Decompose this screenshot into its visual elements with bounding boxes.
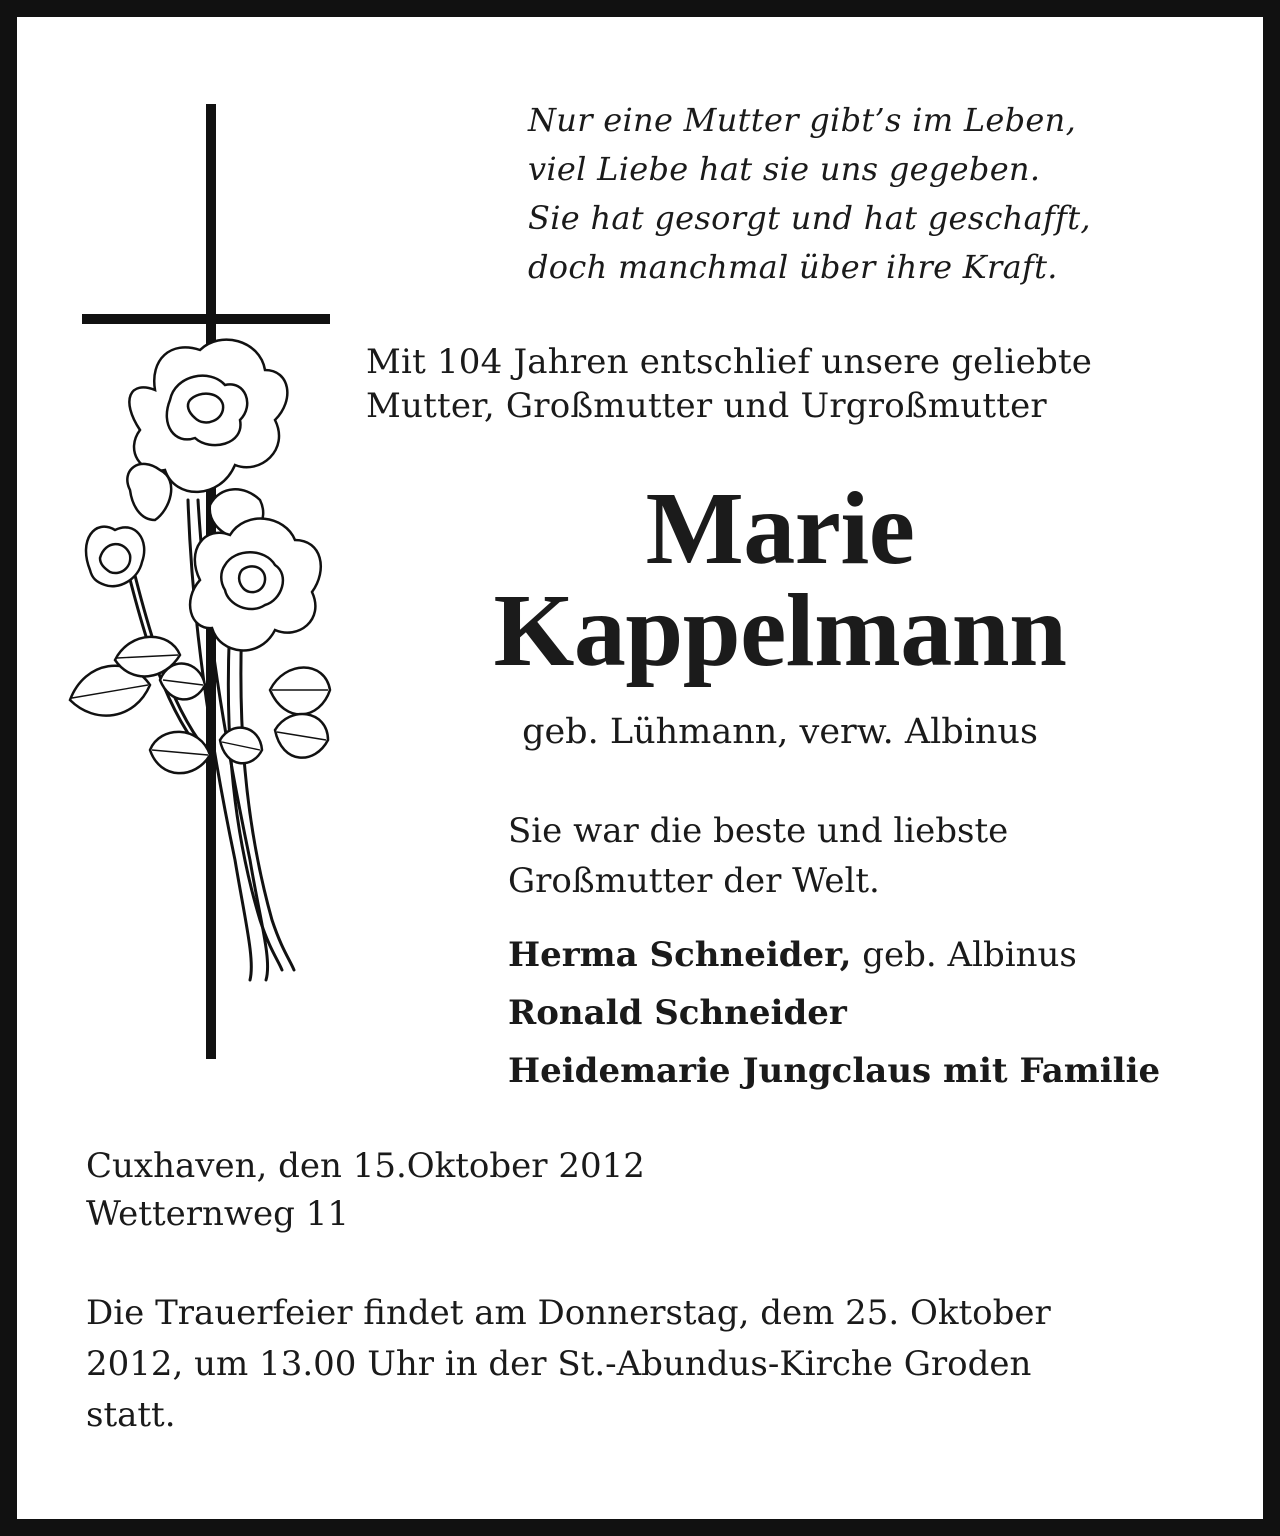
- deceased-name: [400, 471, 1160, 688]
- cross-with-roses-icon: [60, 100, 360, 1065]
- funeral-notice: [86, 1288, 1206, 1441]
- mourners-list: [508, 926, 1228, 1100]
- mourner-name: Heidemarie Jungclaus mit Familie: [508, 1051, 1161, 1091]
- poem-line: doch manchmal über ihre Kraft.: [528, 248, 1058, 286]
- funeral-line: Die Trauerfeier findet am Donnerstag, dem 25. Oktober: [86, 1293, 1051, 1333]
- funeral-line: statt.: [86, 1395, 176, 1435]
- deceased-last-name: Kappelmann: [493, 573, 1067, 688]
- mourner-entry: [508, 1042, 1228, 1100]
- tribute-text: [508, 806, 1228, 906]
- intro-line: Mit 104 Jahren entschlief unsere geliebte: [366, 342, 1093, 382]
- mourner-name: Ronald Schneider: [508, 993, 847, 1033]
- mourner-entry: [508, 984, 1228, 1042]
- mourner-suffix: geb. Albinus: [851, 935, 1077, 975]
- deceased-first-name: Marie: [645, 471, 915, 586]
- date-line: Cuxhaven, den 15.Oktober 2012: [86, 1146, 645, 1186]
- deceased-birth-name: geb. Lühmann, verw. Albinus: [522, 712, 1038, 752]
- funeral-line: 2012, um 13.00 Uhr in der St.-Abundus-Kirche Groden: [86, 1344, 1032, 1384]
- tribute-line: Sie war die beste und liebste: [508, 811, 1009, 851]
- death-announcement-intro: [366, 340, 1226, 428]
- tribute-line: Großmutter der Welt.: [508, 861, 880, 901]
- poem-line: viel Liebe hat sie uns gegeben.: [528, 150, 1041, 188]
- mourner-name: Herma Schneider,: [508, 935, 852, 975]
- memorial-poem: [528, 96, 1228, 292]
- poem-line: Sie hat gesorgt und hat geschafft,: [528, 199, 1091, 237]
- intro-line: Mutter, Großmutter und Urgroßmutter: [366, 386, 1047, 426]
- mourner-entry: [508, 926, 1228, 984]
- place-and-date: [86, 1142, 1206, 1238]
- address-line: Wetternweg 11: [86, 1194, 349, 1234]
- poem-line: Nur eine Mutter gibt’s im Leben,: [528, 101, 1077, 139]
